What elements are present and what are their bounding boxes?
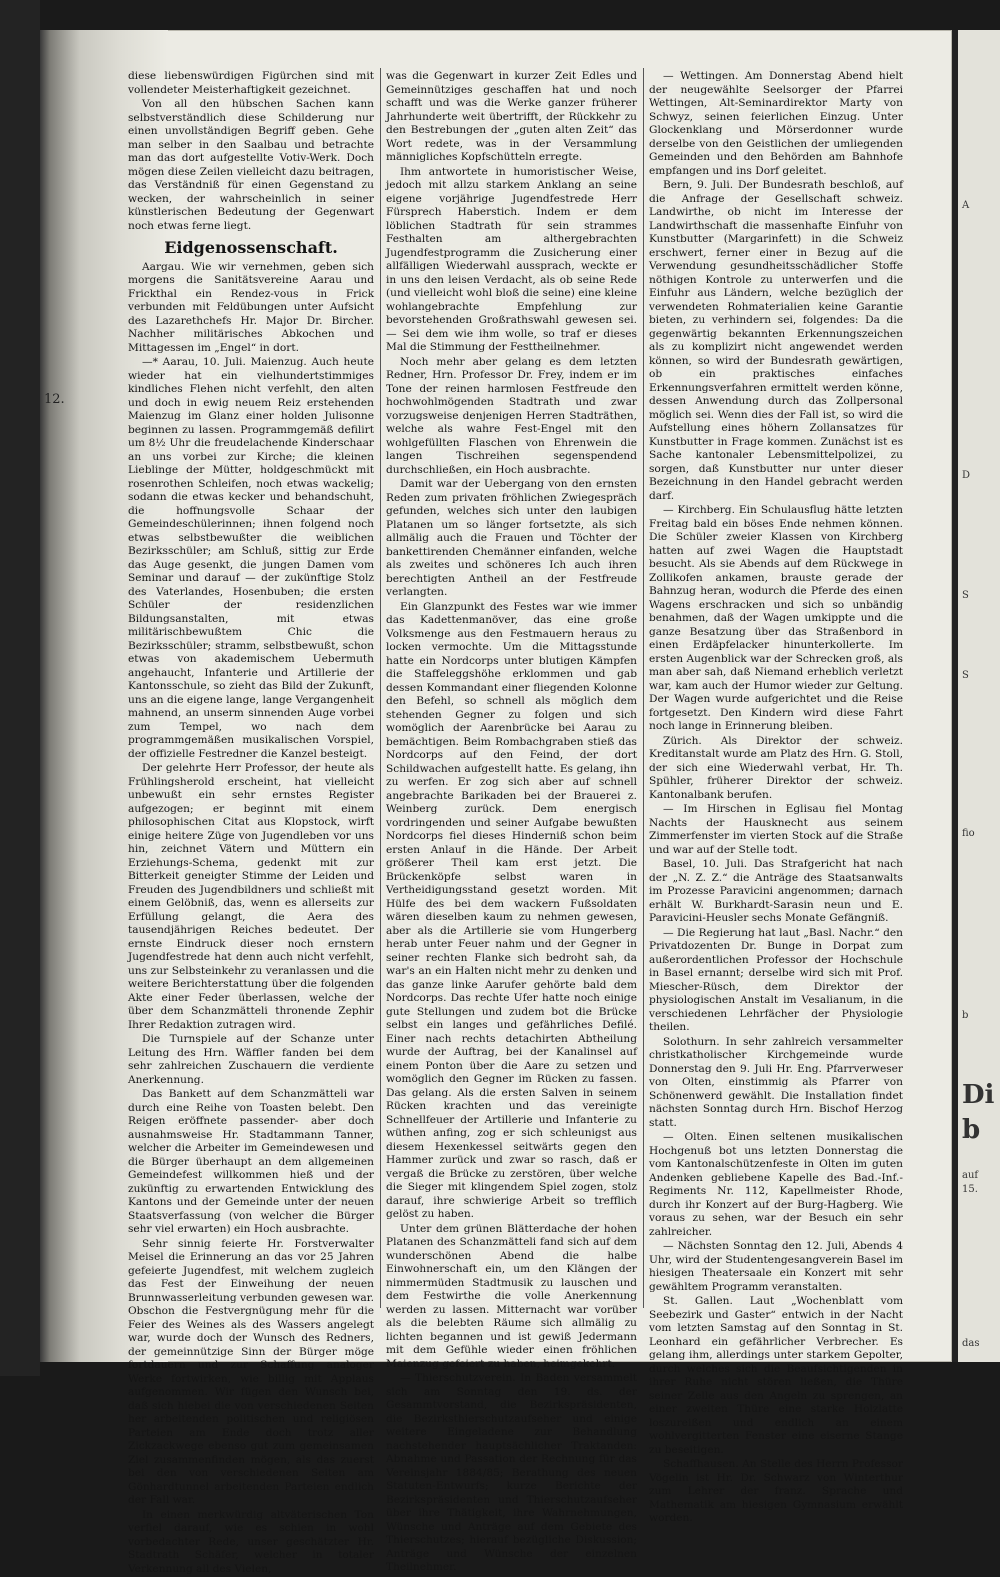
paragraph: —* Aarau, 10. Juli. Maienzug. Auch heute wieder hat ein vielhundertstimmiges kindliches Flehen nicht verfehlt, den alten und doch in ewig neuem Reiz erstehenden Maienzug im Glanz einer holden Julisonne beginnen zu lassen. Programmgemäß defilirt um 8½ Uhr die freudelachende Kinderschaar an uns vorbei zur Kirche; die kleinen Lieblinge der Mütter, holdgeschmückt mit rosenrothen Schleifen, noch etwas wackelig; sodann die etwas kecker und behandschuht, die hoffnungsvolle Schaar der Gemeindeschülerinnen; ihnen folgend noch etwas selbstbewußter die weiblichen Bezirksschüler; am Schluß, sittig zur Erde das Auge gesenkt, die jungen Damen vom Seminar und darauf — der zukünftige Stolz des Vaterlandes, Hosenbuben; die ersten Schüler der residenzlichen Bildungsanstalten, mit etwas militärischbewußtem Chic die Bezirksschüler; stramm, selbstbewußt, schon etwas von akademischem Uebermuth angehaucht, Infanterie und Artillerie der Kantonsschule, so zieht das Bild der Zukunft, uns an die eigene lange, lange Vergangenheit mahnend, an unserm sinnenden Auge vorbei zum Tempel, wo nach dem programmgemäßen musikalischen Vorspiel, der offizielle Festredner die Kanzel besteigt. <box>128 356 374 760</box>
paragraph: — Die Regierung hat laut „Basl. Nachr.“ den Privatdozenten Dr. Bunge in Dorpat zum außerordentlichen Professor der Hochschule in Basel ernannt; derselbe wird sich mit Prof. Miescher-Rüsch, dem Direktor der physiologischen Anstalt im Vesalianum, in die verschiedenen Lehrfächer der Physiologie theilen. <box>649 926 903 1033</box>
fragment-text: S <box>962 590 969 601</box>
adjacent-page-edge <box>952 30 1000 1362</box>
fragment-text: A <box>962 200 970 211</box>
paragraph: was die Gegenwart in kurzer Zeit Edles und Gemeinnütziges geschaffen hat und noch schafft und was die Werke ganzer früherer Jahrhunderte weit übertrifft, der Rückkehr zu den Bestrebungen der „guten alten Zeit“ das Wort redete, was in der Versammlung männigliches Kopfschütteln erregte. <box>386 70 637 163</box>
paragraph: — Wettingen. Am Donnerstag Abend hielt der neugewählte Seelsorger der Pfarrei Wettingen, Alt-Seminardirektor Marty von Schwyz, seinen feierlichen Einzug. Unter Glockenklang und Mörserdonner wurde derselbe von den Geistlichen der umliegenden Gemeinden und den Behörden am Bahnhofe empfangen und ins Dorf geleitet. <box>649 70 903 177</box>
fragment-text: 15. <box>962 1184 978 1195</box>
paragraph: Unter dem grünen Blätterdache der hohen Platanen des Schanzmätteli fand sich auf dem wunderschönen Abend die halbe Einwohnerschaft ein, um den Klängen der nimmermüden Stadtmusik zu lauschen und dem Festwirthe die volle Anerkennung werden zu lassen. Mitternacht war vorüber als die belebten Räume sich allmälig zu lichten begannen und ist gewiß Jedermann mit dem Gefühle wieder einen fröhlichen Maienzug gefeiert zu haben, heimgekehrt. <box>386 1222 637 1370</box>
section-title: Eidgenossenschaft. <box>164 238 338 257</box>
paragraph: Die Turnspiele auf der Schanze unter Leitung des Hrn. Wäffler fanden bei dem sehr zahlreichen Zuschauern die verdiente Anerkennung. <box>128 1033 374 1086</box>
column-divider <box>643 68 644 1308</box>
paragraph: Aargau. Wie wir vernehmen, geben sich morgens die Sanitätsvereine Aarau und Frickthal ein Rendez-vous in Frick verbunden mit Feldübungen unter Aufsicht des Lazarethchefs Hr. Major Dr. Bircher. Nachher militärisches Abkochen und Mittagessen im „Engel“ in dort. <box>128 260 374 354</box>
fragment-text: fio <box>962 828 975 839</box>
paragraph: Das Bankett auf dem Schanzmätteli war durch eine Reihe von Toasten belebt. Den Reigen eröffnete passender- aber doch ausnahmsweise Hr. Stadtammann Tanner, welcher die Arbeiter im Gemeindewesen und die Bürger überhaupt an dem allgemeinen Gemeindefest willkommen hieß und der zukünftig zu erwartenden Entwicklung des Kantons und der Gemeinde unter der neuen Staatsverfassung (von welcher die Bürger sehr viel erwarten) ein Hoch ausbrachte. <box>128 1088 374 1235</box>
scan-background <box>0 0 40 1376</box>
column-1 <box>128 70 374 1577</box>
paragraph: Damit war der Uebergang von den ernsten Reden zum privaten fröhlichen Zwiegespräch gefunden, welches sich unter den laubigen Platanen um so länger fortsetzte, als sich allmälig auch die Frauen und Töchter der bankettirenden Chemänner einfanden, welche als zweites und schöneres Ich auch ihren berechtigten Antheil an der Festfreude verlangten. <box>386 478 637 598</box>
paragraph: Von all den hübschen Sachen kann selbstverständlich diese Schilderung nur einen unvollständigen Begriff geben. Gehe man selber in den Saalbau und betrachte man das dort aufgestellte Votiv-Werk. Doch mögen diese Zeilen vielleicht dazu beitragen, das Verständniß für einen Gegenstand zu wecken, der wahrscheinlich in seiner künstlerischen Bedeutung der Gegenwart noch etwas ferne liegt. <box>128 98 374 232</box>
paragraph: Der gelehrte Herr Professor, der heute als Frühlingsherold erscheint, hat vielleicht unbewußt ein sehr ernstes Register aufgezogen; er beginnt mit einem philosophischen Citat aus Klopstock, wirft einige heitere Züge von Jugendleben vor uns hin, zeichnet Vätern und Müttern ein Erziehungs-Schema, gedenkt mit zur Bitterkeit geneigter Stimme der Leiden und Freuden des Jugendbildners und schließt mit einem Gelöbniß, das, wenn es allerseits zur Erfüllung gelangt, die Aera des tausendjährigen Reiches bedeutet. Der ernste Eindruck dieser noch ernstern Jugendfestrede hat denn auch nicht verfehlt, uns zur Selbsteinkehr zu veranlassen und die weitere Berichterstattung über die folgenden Akte einer Feder überlassen, welche der über dem Schanzmätteli thronende Zephir Ihrer Redaktion zutragen wird. <box>128 762 374 1031</box>
paragraph: Solothurn. In sehr zahlreich versammelter christkatholischer Kirchgemeinde wurde Donnerstag den 9. Juli Hr. Eng. Pfarrverweser von Olten, einstimmig als Pfarrer von Schönenwerd gewählt. Die Installation findet nächsten Sonntag durch Hrn. Bischof Herzog statt. <box>649 1035 903 1129</box>
fragment-text: b <box>962 1010 969 1021</box>
paragraph: — Im Hirschen in Eglisau fiel Montag Nachts der Hausknecht aus seinem Zimmerfenster im vierten Stock auf die Straße und war auf der Stelle todt. <box>649 803 903 856</box>
paragraph: Schaffhausen. An Stelle des Herrn Professor Vögelin ist Hr. Dr. Schwarz von Winterthur zum Lehrer der franz. Sprache und Mathematik am hiesigen Gymnasium erwählt worden. <box>649 1458 903 1524</box>
paragraph: — Thierschutzverein. In Baden versammelt sich am Sonntag den 19. ds. der Gesammtvorstand, die Bezirkspräsidenten, die Bezirksthierschutzaufseher und einige weitere Eingeladene zur Behandlung nachstehender hauptsächlicher Traktanden: Abnahme und Passation der Rechnung für das Vereinsjahr 1884/85; Berathung des neuen Statuten-Entwurfs; kurze Berichte der Bezirkspräsidenten und Thierschutzaufseher über ihre Thätigkeit, ihre Wahrnehmungen, Wünsche und Anträge auf dem Gebiete des Thierschutzes; hierauf bezügliche Diskussion; Anträge und Wünsche der einzelnen Theilnehmer. <box>386 1372 637 1573</box>
paragraph: Basel, 10. Juli. Das Strafgericht hat nach der „N. Z. Z.“ die Anträge des Staatsanwalts im Prozesse Paravicini angenommen; darnach erhält W. Burkhardt-Sarasin neun und E. Paravicini-Heusler sechs Monate Gefängniß. <box>649 858 903 924</box>
fragment-text: D <box>962 470 971 481</box>
paragraph: Noch mehr aber gelang es dem letzten Redner, Hrn. Professor Dr. Frey, indem er im Tone der reinen harmlosen Festfreude den hochwohlmögenden Stadtrath und zwar vorzugsweise denjenigen Herren Stadträthen, welche als wahre Fest-Engel mit den wohlgefüllten Flaschen von Ehrenwein die langen Tischreihen segenspendend durchschließen, ein Hoch ausbrachte. <box>386 355 637 476</box>
margin-note: 12. <box>44 392 65 407</box>
fragment-text: das <box>962 1338 980 1349</box>
intro-text: diese liebenswürdigen Figürchen sind mit vollendeter Meisterhaftigkeit gezeichnet. <box>128 70 374 96</box>
fragment-text: b <box>962 1115 981 1145</box>
column-3 <box>649 70 903 1527</box>
paragraph: Ihm antwortete in humoristischer Weise, jedoch mit allzu starkem Anklang an seine eigene vorjährige Jugendfestrede Herr Fürsprech Haberstich. Indem er dem löblichen Stadtrath für sein strammes Festhalten am althergebrachten Jugendfestprogramm die Zusicherung einer allfälligen Wiederwahl aussprach, weckte er in uns den leisen Verdacht, als ob seine Rede (und vielleicht wohl bloß die seine) eine kleine wohlangebrachte Empfehlung zur bevorstehenden Großrathswahl gewesen sei. — Sei dem wie ihm wolle, so traf er dieses Mal die Stimmung der Festtheilnehmer. <box>386 165 637 353</box>
fragment-text: Di <box>962 1080 995 1110</box>
paragraph: In einen merkwürdig altväterischen Ton verfiel darauf, wie es schien in wohl vorbedachter Rede, unser geschätzter Hr. Stadtrath Schäfer, welcher in totaler Verkennung all des Vielen, <box>128 1508 374 1575</box>
paragraph: Ein Glanzpunkt des Festes war wie immer das Kadettenmanöver, das eine große Volksmenge aus den Festmauern heraus zu locken vermochte. Um die Mittagsstunde hatte ein Nordcorps unter blutigen Kämpfen die Staffeleggshöhe erklommen und gab dessen Kommandant einer fliegenden Kolonne den Befehl, so schnell als möglich dem stehenden Gegner zu folgen und sich womöglich der Aarenbrücke bei Aarau zu bemächtigen. Beim Rombachgraben stieß das Nordcorps auf den Feind, der dort Schildwachen aufgestellt hatte. Es gelang, ihn zu werfen. Er zog sich aber auf schnell angebrachte Barikaden bei der Brauerei z. Weinberg zurück. Dem energisch vordringenden und seiner Aufgabe bewußten Nordcorps fiel dieses Hinderniß schon beim ersten Anlauf in die Hände. Der Arbeit größerer Theil kam erst jetzt. Die Brückenköpfe selbst waren in Vertheidigungsstand gesetzt worden. Mit Hülfe des bei dem wackern Fußsoldaten wären dieselben kaum zu nehmen gewesen, aber als die Artillerie sie vom Hungerberg herab unter Feuer nahm und der Gegner in seiner rechten Flanke sich bedroht sah, da war's an ein Halten nicht mehr zu denken und das ganze linke Aarufer gehörte bald dem Nordcorps. Das rechte Ufer hatte noch einige gute Stellungen und zudem bot die Brücke selbst ein langes und gefährliches Defilé. Einer nach rechts detachirten Abtheilung wurde der Auftrag, bei der Kanalinsel auf einem Ponton über die Aare zu setzen und womöglich den Gegner im Rücken zu fassen. Das gelang. Als die ersten Salven in seinem Rücken krachten und das vereinigte Schnellfeuer der Artillerie und Infanterie zu wüthen anfing, zog er sich schleunigst aus diesem Hexenkessel seitwärts gegen den Hammer zurück und zwar so rasch, daß er vergaß die Brücke zu zerstören, über welche die Sieger mit klingendem Spiel zogen, stolz darauf, ihre schwierige Arbeit so trefflich gelöst zu haben. <box>386 600 637 1220</box>
paragraph: Bern, 9. Juli. Der Bundesrath beschloß, auf die Anfrage der Gesellschaft schweiz. Landwirthe, ob nicht im Interesse der Landwirthschaft die massenhafte Einfuhr von Kunstbutter (Margarinfett) in die Schweiz erschwert, ferner einer in Bezug auf die Verwendung gesundheitsschädlicher Stoffe nöthigen Kontrole zu unterwerfen und die Einfuhr aus Ländern, welche bezüglich der verwendeten Rohmaterialien keine Garantie bieten, zu verhindern sei, folgendes: Da die gegenwärtig bekannten Erkennungszeichen als zu komplizirt nicht angewendet werden können, so wird der Bundesrath gewärtigen, ob ein praktisches einfaches Erkennungsverfahren ermittelt werden könne, dessen Anwendung durch das Zollpersonal möglich sei. Wenn dies der Fall ist, so wird die Aufstellung eines höhern Zollansatzes für Kunstbutter in Frage kommen. Zunächst ist es Sache kantonaler Lebensmittelpolizei, zu sorgen, daß Kunstbutter nur unter dieser Bezeichnung in den Handel gebracht werden darf. <box>649 179 903 502</box>
paragraph: — Kirchberg. Ein Schulausflug hätte letzten Freitag bald ein böses Ende nehmen können. Die Schüler zweier Klassen von Kirchberg hatten auf zwei Wagen die Hauptstadt besucht. Als sie Abends auf dem Rückwege in Zollikofen ankamen, brauste gerade der Bahnzug heran, wodurch die Pferde des einen Wagens erschracken und sich so unbändig benahmen, daß der Wagen umkippte und die ganze Besatzung über das Straßenbord in einen Erdäpfelacker hinunterkollerte. Im ersten Augenblick war der Schrecken groß, als man aber sah, daß Niemand erheblich verletzt war, kam auch der Humor wieder zur Geltung. Der Wagen wurde aufgerichtet und die Reise fortgesetzt. Den Kindern wird diese Fahrt noch lange in Erinnerung bleiben. <box>649 504 903 732</box>
column-divider <box>380 68 381 1308</box>
paragraph: Sehr sinnig feierte Hr. Forstverwalter Meisel die Erinnerung an das vor 25 Jahren gefeierte Jugendfest, mit welchem zugleich das Fest der Einweihung der neuen Brunnwasserleitung verbunden gewesen war. Obschon die Festvergnügung mehr für die Feier des Weines als des Wassers angelegt war, wurde doch der Wunsch des Redners, der gemeinnützige Sinn der Bürger möge fortdauern und zur Schaffung analoger Werke fortwirken, wie billig mit Applaus aufgenommen. Wir fügen den Wunsch bei, daß sich hiebei die von verschiedenen Seiten her arbeitenden politischen und religiösen Parteien am Ende doch trotz aller Zickzackwege ebenso gut zum gemeinsamen Ziel zusammenfinden mögen, als das zuerst bei den von verschiedenen Seiten am Gönhardtunnel arbeitenden Parteien endlich der Fall war. <box>128 1237 374 1506</box>
paragraph: — Olten. Einen seltenen musikalischen Hochgenuß bot uns letzten Donnerstag die vom Kantonalschützenfeste in Olten im guten Andenken gebliebene Kapelle des Bad.-Inf.-Regiments Nr. 112, Kapellmeister Rhode, durch ihr Konzert auf der Burg-Hagberg. Wie voraus zu sehen, war der Besuch ein sehr zahlreicher. <box>649 1131 903 1238</box>
column-2 <box>386 70 637 1576</box>
fragment-text: auf <box>962 1170 979 1181</box>
paragraph: St. Gallen. Laut „Wochenblatt vom Seebezirk und Gaster“ entwich in der Nacht vom letzten Samstag auf den Sonntag in St. Leonhard ein gefährlicher Verbrecher. Es gelang ihm, allerdings unter starkem Gepolter, durch welches sich die Beaufsichtigenden in ihrer Ruhe nicht stören ließen, die Thüre seiner Zelle aus den Angeln zu sprengen, an einer zweiten Thüre eine starke Holzlatte loszureißen und endlich an einem wohlvergitterten Fenster eine eiserne Stange zu beseitigen. <box>649 1295 903 1456</box>
fragment-text: S <box>962 670 969 681</box>
page-gutter <box>952 30 958 1362</box>
paragraph: — Nächsten Sonntag den 12. Juli, Abends 4 Uhr, wird der Studentengesangverein Basel im hiesigen Theatersaale ein Konzert mit sehr gewähltem Programm veranstalten. <box>649 1240 903 1293</box>
paragraph: Zürich. Als Direktor der schweiz. Kreditanstalt wurde am Platz des Hrn. G. Stoll, der sich eine Wiederwahl verbat, Hr. Th. Spühler, früherer Direktor der schweiz. Kantonalbank berufen. <box>649 734 903 801</box>
